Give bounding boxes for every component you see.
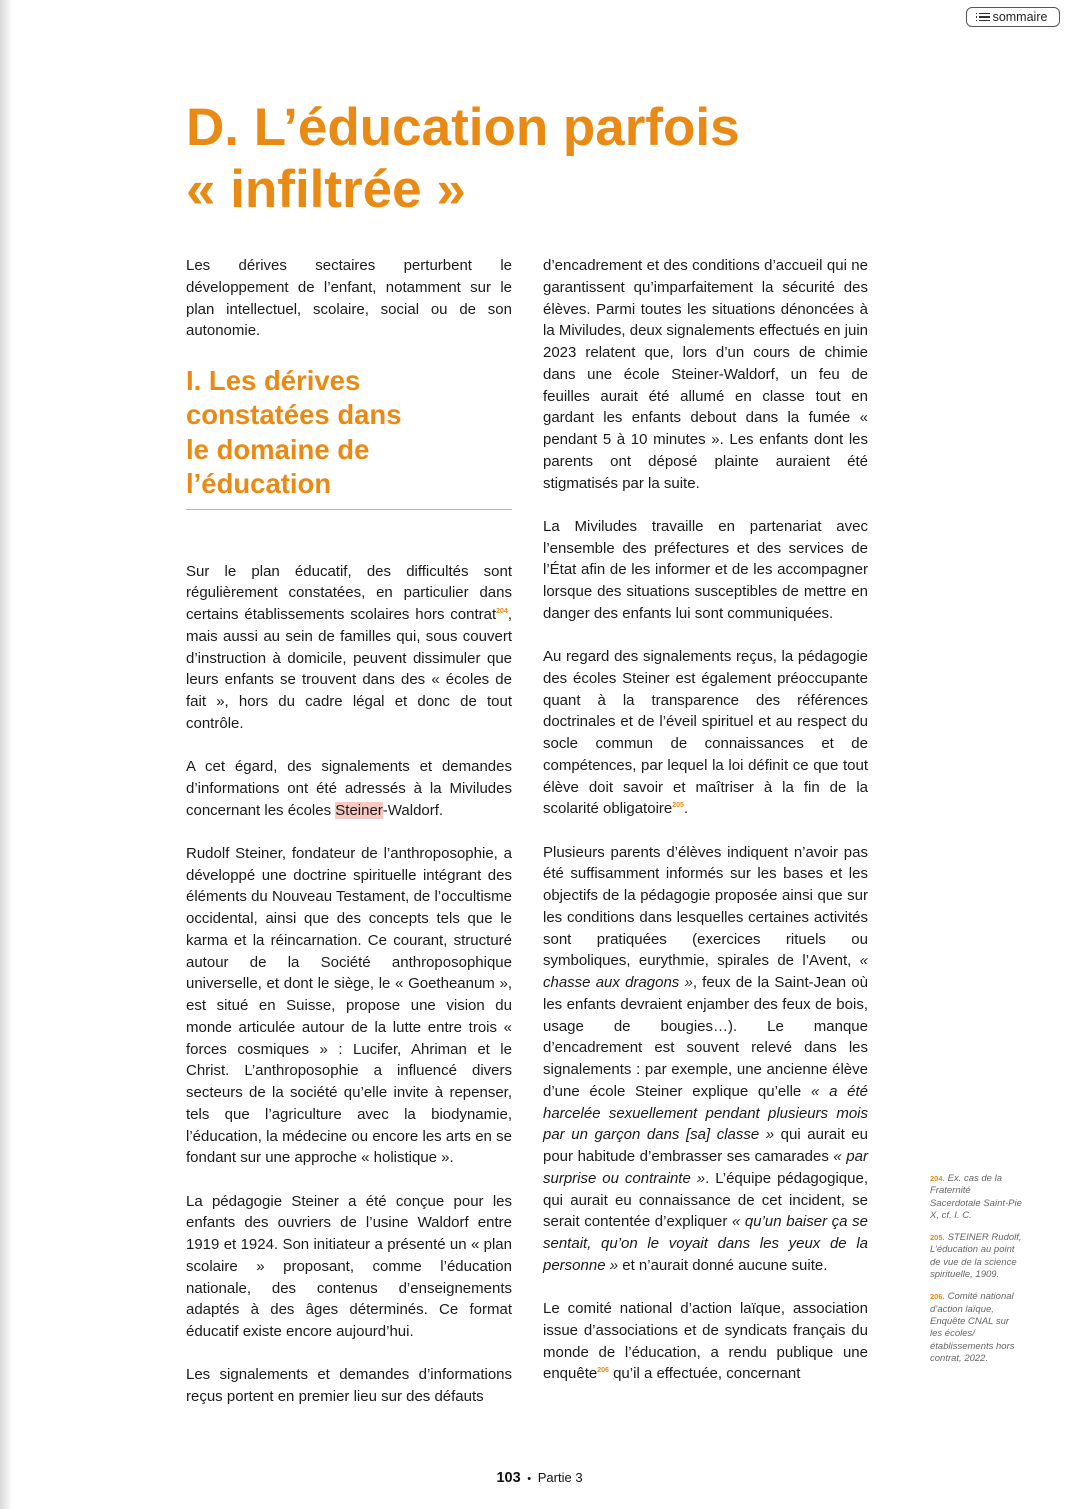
section-divider	[186, 509, 512, 510]
footnote-item: 206. Comité national d’action laïque, Enquête CNAL sur les écoles/ établissements hors contrat, 2022.	[930, 1291, 1015, 1364]
body-paragraph: Sur le plan éducatif, des difficultés sont régulièrement constatées, en particulier dans certains établissements scolaires hors contrat$^{204}$, mais aussi au sein de familles qui, sous couvert d’instruction à domicile, peuvent dissimuler que leurs enfants se trouvent dans des « écoles de fait », hors du cadre légal et donc de tout contrôle.	[186, 562, 512, 732]
section-heading-line: le domaine de	[186, 433, 370, 465]
footnote-ref-204[interactable]: 204	[496, 608, 508, 615]
page-spine-shadow	[0, 0, 12, 1509]
sommaire-label: sommaire	[992, 10, 1048, 24]
page-title	[186, 97, 886, 221]
page-title-line-2: « infiltrée »	[186, 160, 466, 219]
page-number: 103	[496, 1470, 521, 1486]
body-paragraph: Au regard des signalements reçus, la pédagogie des écoles Steiner est également préoccupante quant à la transparence des références doctrinales et de l’éveil spirituel et au respect du socle commun de connaissances et de compétences, par lequel la loi définit ce que tout élève doit savoir et maîtriser à la fin de la scolarité obligatoire$^{205}$.	[543, 648, 868, 818]
highlighted-text: Steiner	[335, 801, 383, 819]
body-paragraph: La pédagogie Steiner a été conçue pour les enfants des ouvriers de l’usine Waldorf entre 1919 et 1924. Son initiateur a présenté un « plan scolaire » proposant, comme l’éducation nationale, des contenus d’enseignements adaptés à des âges déterminés. Ce format éducatif existe encore aujourd’hui.	[186, 1192, 512, 1340]
body-paragraph: Rudolf Steiner, fondateur de l’anthroposophie, a développé une doctrine spirituelle intégrant des éléments du Nouveau Testament, de l’occultisme occidental, ainsi que des concepts tels que le karma et la réincarnation. Ce courant, structuré autour de la Société anthroposophique universelle, et dont le siège, le « Goetheanum », est situé en Suisse, propose une vision du monde articulée autour de la lutte entre trois « forces cosmiques » : Lucifer, Ahriman et le Christ. L’anthroposophie a influencé divers secteurs de la société qu’elle invite à repenser, tels que l’agriculture avec la biodynamie, l’éducation, la médecine ou encore les arts en se fondant sur une approche « holistique ».	[186, 844, 512, 1167]
footnote-item: 204. Ex. cas de la Fraternité Sacerdotale Saint-Pie X, cf. I. C.	[930, 1173, 1022, 1221]
section-heading-line: l’éducation	[186, 468, 332, 499]
sommaire-button[interactable]	[966, 7, 1060, 27]
footnote-ref-205[interactable]: 205	[672, 802, 684, 810]
page-footer	[0, 1470, 1079, 1486]
part-label: Partie 3	[537, 1470, 583, 1485]
section-heading	[186, 364, 512, 502]
footnotes	[930, 1173, 1022, 1375]
footer-bullet: •	[527, 1473, 532, 1485]
body-paragraph: Les signalements et demandes d’informations reçus portent en premier lieu sur des défauts	[186, 1366, 512, 1405]
body-paragraph: A cet égard, des signalements et demandes d’informations ont été adressés à la Miviludes concernant les écoles Steiner-Waldorf.	[186, 758, 512, 819]
footnote-ref-206[interactable]: 206	[597, 1367, 609, 1375]
list-icon	[979, 13, 990, 22]
body-paragraph: La Miviludes travaille en partenariat avec l’ensemble des préfectures et des services de l’État afin de les informer et de les accompagner lorsque des situations susceptibles de mettre en danger des enfants lui sont communiquées.	[543, 517, 868, 622]
intro-paragraph: Les dérives sectaires perturbent le développement de l’enfant, notamment sur le plan intellectuel, scolaire, social ou de son autonomie.	[186, 257, 512, 340]
body-paragraph: Le comité national d’action laïque, association issue d’associations et de syndicats français du monde de l’éducation, a rendu publique une enquête$^{206}$ qu’il a effectuée, concernant	[543, 1300, 868, 1383]
body-paragraph: d’encadrement et des conditions d’accueil qui ne garantissent qu’imparfaitement la sécurité des élèves. Parmi toutes les situations dénoncées à la Miviludes, deux signalements effectués en juin 2023 relatent que, lors d’un cours de chimie dans une école Steiner-Waldorf, un feu de feuilles aurait été allumé en classe tout en gardant les enfants debout dans la fumée « pendant 5 à 10 minutes ». Les enfants dont les parents ont déposé plainte auraient été stigmatisés par la suite.	[543, 257, 868, 492]
section-heading-line: I. Les dérives	[186, 364, 361, 396]
section-heading-line: constatées dans	[186, 399, 402, 430]
page-title-line-1: D. L’éducation parfois	[186, 98, 740, 157]
body-paragraph: Plusieurs parents d’élèves indiquent n’avoir pas été suffisamment informés sur les bases et les objectifs de la pédagogie proposée ainsi que sur les conditions dans lesquelles certaines activités sont pratiquées (exercices rituels ou symboliques, eurythmie, spirales de l’Avent, « chasse aux dragons », feux de la Saint-Jean où les enfants devraient enjamber des feux de bois, usage de bougies…). Le manque d’encadrement est souvent relevé dans les signalements : par exemple, une ancienne élève d’une école Steiner explique qu’elle « a été harcelée sexuellement pendant plusieurs mois par un garçon dans [sa] classe » qui aurait eu pour habitude d’embrasser ses camarades « par surprise ou contrainte ». L’équipe pédagogique, qui aurait eu connaissance de cet incident, se serait contentée d’expliquer « qu’un baiser ça se sentait, qu’on le voyait dans les yeux de la personne » et n’aurait donné aucune suite.	[543, 843, 869, 1274]
left-column	[186, 255, 512, 1429]
footnote-item: 205. STEINER Rudolf, L’éducation au point de vue de la science spirituelle, 1909.	[930, 1232, 1022, 1281]
right-column	[543, 255, 868, 1407]
